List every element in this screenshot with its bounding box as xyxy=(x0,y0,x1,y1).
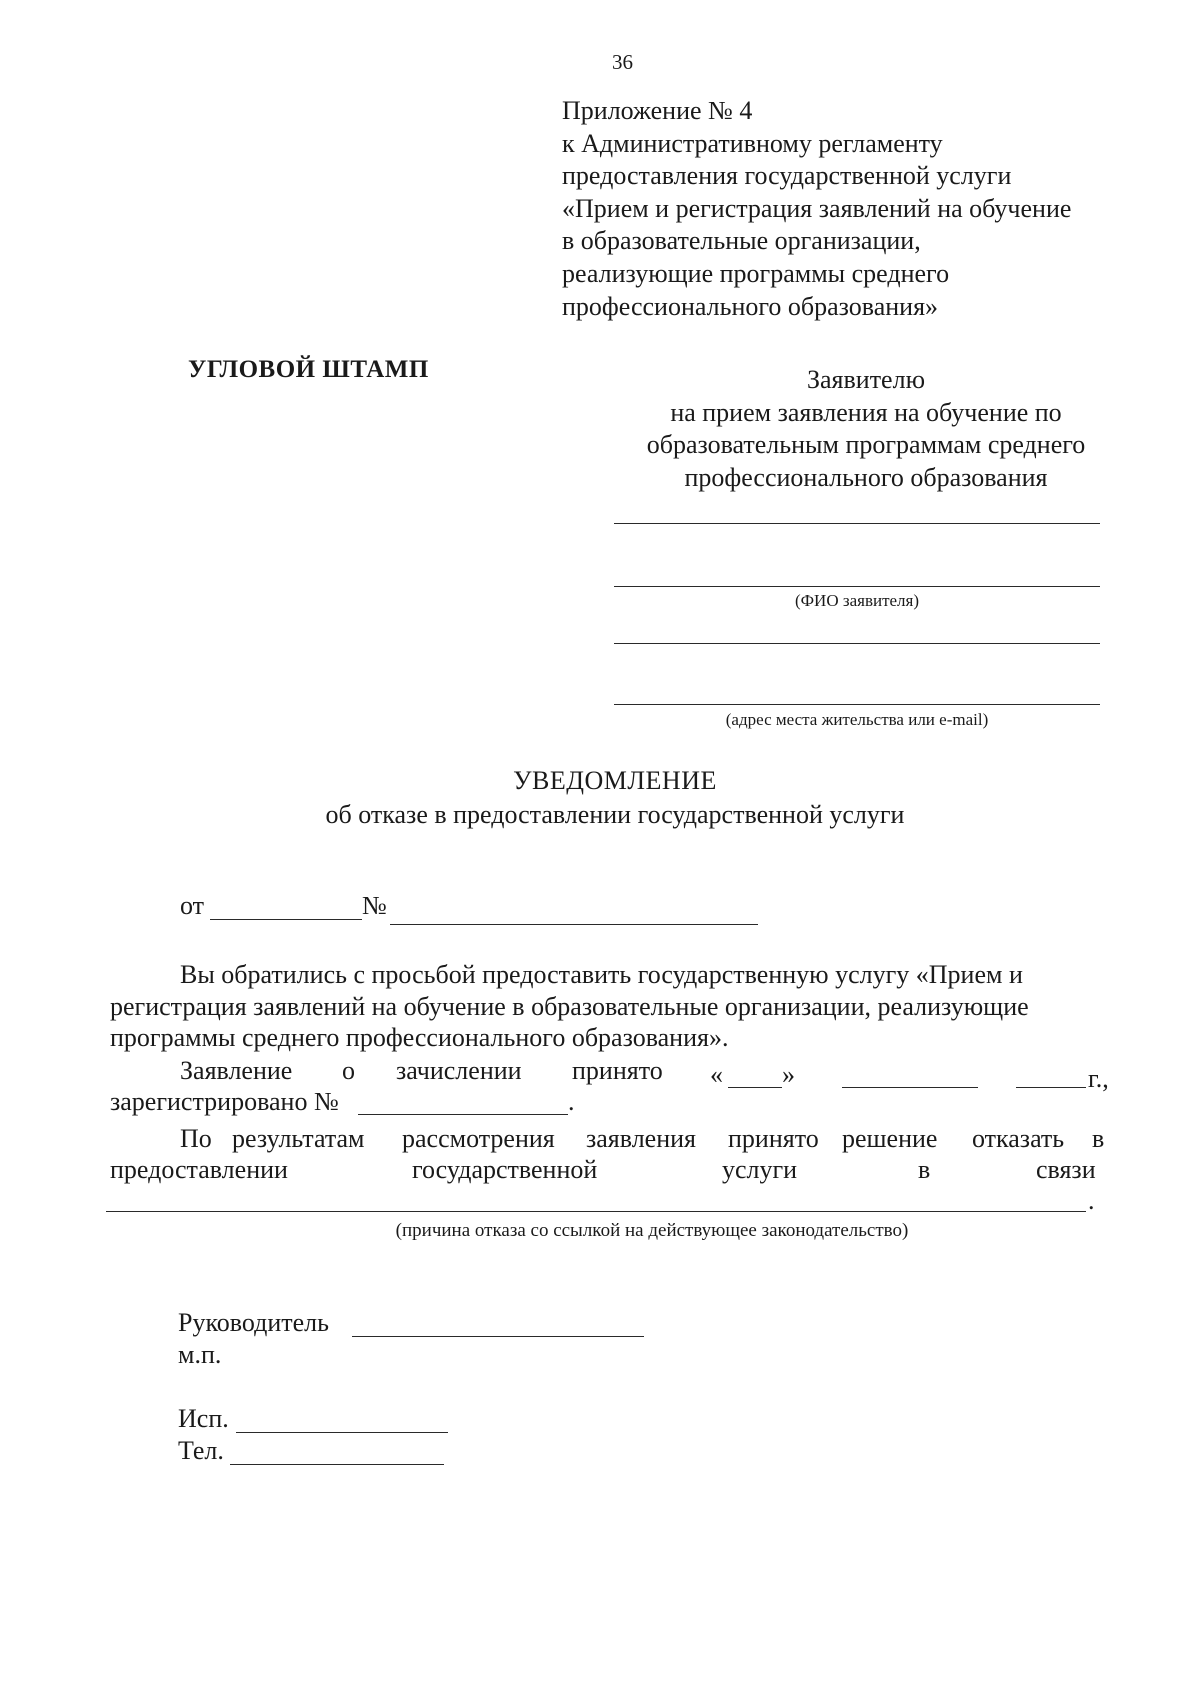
address-caption: (адрес места жительства или e-mail) xyxy=(725,710,989,729)
decision-word: заявления xyxy=(586,1124,697,1153)
body-paragraph-line: регистрация заявлений на обучение в образовательные организации, реализующие xyxy=(110,992,1029,1021)
head-label: Руководитель xyxy=(178,1308,329,1337)
notice-date-line xyxy=(210,919,362,920)
addressee-blank-line xyxy=(614,523,1100,524)
application-word: о xyxy=(342,1056,355,1085)
fio-caption: (ФИО заявителя) xyxy=(794,591,920,610)
appendix-line: реализующие программы среднего xyxy=(562,258,950,288)
application-word: принято xyxy=(572,1056,663,1085)
registered-end: . xyxy=(568,1087,575,1116)
head-signature-line xyxy=(352,1336,644,1337)
addressee-block xyxy=(604,364,1128,494)
appendix-line: «Прием и регистрация заявлений на обучение xyxy=(562,193,1072,223)
decision-word: результатам xyxy=(232,1124,365,1153)
decision-word: связи xyxy=(1036,1155,1096,1184)
appendix-line: предоставления государственной услуги xyxy=(562,161,1012,191)
addressee-line: на прием заявления на обучение по xyxy=(670,397,1062,427)
decision-word: услуги xyxy=(722,1155,798,1184)
addressee-line: Заявителю xyxy=(806,365,925,394)
registered-number-line xyxy=(358,1114,568,1115)
executor-line xyxy=(236,1432,448,1433)
decision-word: рассмотрения xyxy=(402,1124,555,1153)
phone-label: Тел. xyxy=(178,1436,224,1465)
decision-word: в xyxy=(1092,1124,1105,1153)
application-word: » xyxy=(782,1060,795,1089)
application-month-line xyxy=(842,1087,978,1088)
notice-title: УВЕДОМЛЕНИЕ xyxy=(513,766,717,795)
application-word: зачислении xyxy=(396,1056,522,1085)
addressee-line: образовательным программам среднего xyxy=(646,430,1086,460)
fio-line xyxy=(614,586,1100,587)
registered-label: зарегистрировано № xyxy=(110,1087,339,1116)
decision-word: государственной xyxy=(412,1155,598,1184)
notice-number-line xyxy=(390,924,758,925)
corner-stamp-label: УГЛОВОЙ ШТАМП xyxy=(188,356,429,383)
address-blank-line xyxy=(614,643,1100,644)
decision-word: предоставлении xyxy=(110,1155,288,1184)
phone-line xyxy=(230,1464,444,1465)
decision-word: отказать xyxy=(972,1124,1065,1153)
appendix-line: к Административному регламенту xyxy=(562,128,943,158)
application-year-line xyxy=(1016,1087,1086,1088)
application-word: Заявление xyxy=(180,1056,293,1085)
refusal-reason-end: . xyxy=(1088,1186,1095,1215)
application-day-line xyxy=(728,1087,782,1088)
decision-word: принято xyxy=(728,1124,819,1153)
refusal-reason-caption: (причина отказа со ссылкой на действующее законодательство) xyxy=(395,1220,909,1241)
seal-label: м.п. xyxy=(178,1340,222,1369)
decision-word: в xyxy=(918,1155,931,1184)
page-number: 36 xyxy=(612,50,633,74)
application-word: г., xyxy=(1088,1064,1109,1093)
decision-word: решение xyxy=(842,1124,938,1153)
body-paragraph-line: программы среднего профессионального образования». xyxy=(110,1023,729,1052)
appendix-line: Приложение № 4 xyxy=(562,96,753,125)
appendix-line: в образовательные организации, xyxy=(562,226,921,256)
appendix-header xyxy=(562,95,1122,323)
decision-word: По xyxy=(180,1124,212,1153)
body-paragraph-line: Вы обратились с просьбой предоставить государственную услугу «Прием и xyxy=(180,960,1023,989)
appendix-line: профессионального образования» xyxy=(562,291,939,321)
application-word: « xyxy=(710,1060,723,1089)
notice-date-label: от xyxy=(180,891,205,920)
refusal-reason-line xyxy=(106,1211,1086,1212)
notice-subtitle: об отказе в предоставлении государственной услуги xyxy=(325,800,905,829)
executor-label: Исп. xyxy=(178,1404,229,1433)
address-line xyxy=(614,704,1100,705)
addressee-line: профессионального образования xyxy=(684,462,1048,492)
notice-number-label: № xyxy=(362,891,387,920)
